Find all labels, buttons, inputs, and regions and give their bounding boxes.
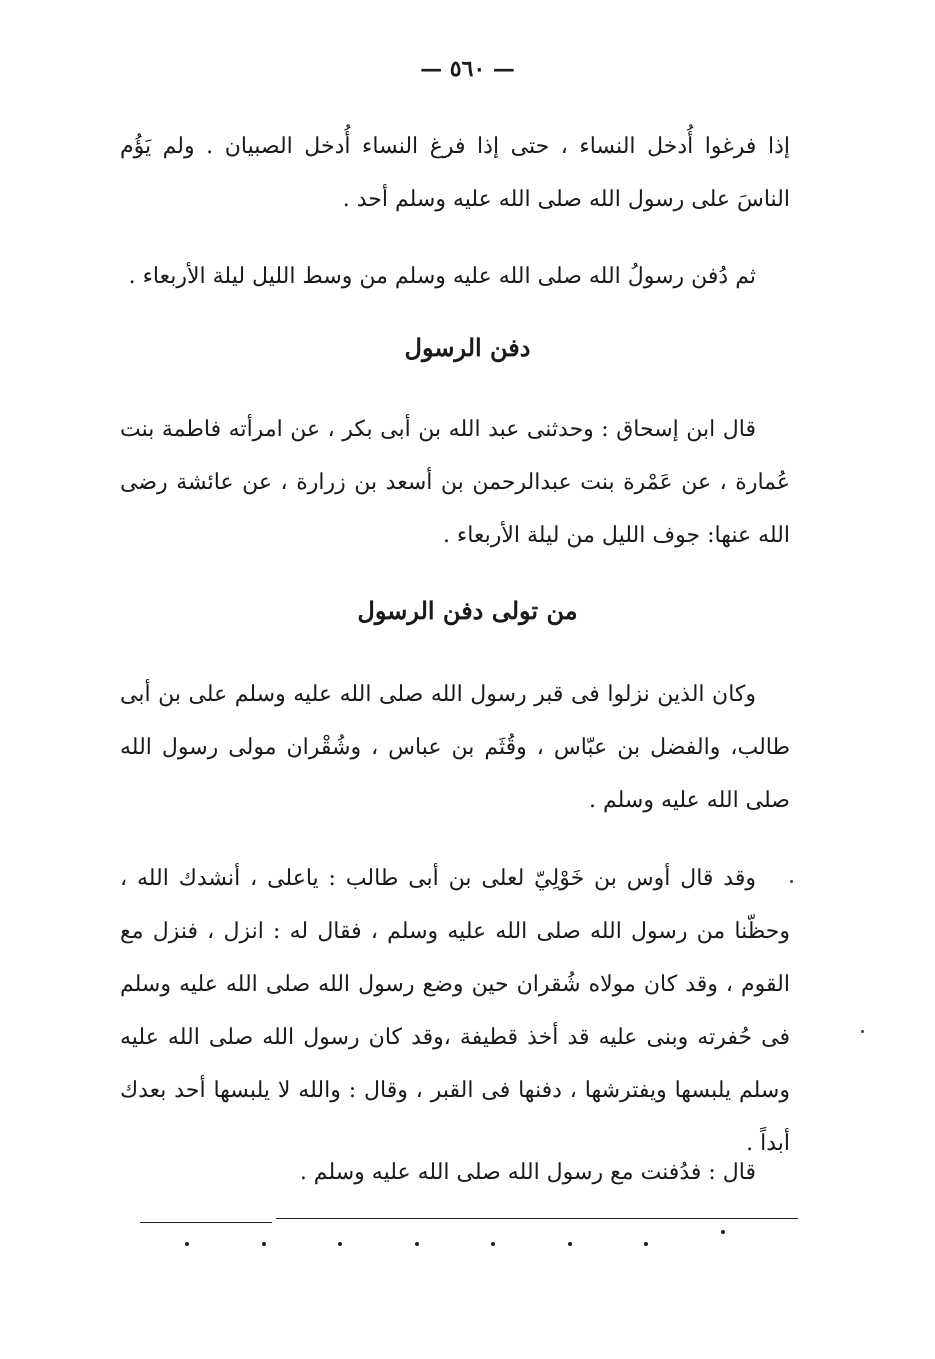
paragraph-text: ثم دُفن رسولُ الله صلى الله عليه وسلم من وسط الليل ليلة الأربعاء . [128,264,756,289]
heading-who-buried: من تولى دفن الرسول [357,596,578,625]
footer-dot [721,1230,725,1234]
heading-burial: دفن الرسول [404,333,531,362]
paragraph-text: إذا فرغوا أُدخل النساء ، حتى إذا فرغ النساء أُدخل الصبيان . ولم يَؤُم الناسَ على رسول الله صلى الله عليه وسلم أحد . [120,134,790,212]
paragraph-1 [120,120,790,226]
paragraph-3 [120,403,790,562]
paragraph-text: قال : فدُفنت مع رسول الله صلى الله عليه وسلم . [299,1160,756,1185]
footer-dot [415,1242,419,1246]
footer-dot [568,1242,572,1246]
paragraph-2 [120,250,790,303]
footer-dot [338,1242,342,1246]
paragraph-5 [120,852,790,1170]
scan-speck [790,880,793,883]
footer-dot [185,1242,189,1246]
footer-dot [491,1242,495,1246]
paragraph-4 [120,668,790,827]
footer-dot [262,1242,266,1246]
footer-rule-short [140,1222,272,1223]
page-number: — ٥٦٠ — [420,56,515,82]
footer-rule-long [276,1218,798,1219]
footer-dot-row [185,1242,725,1246]
paragraph-text: وقد قال أوس بن خَوْلِيّ لعلى بن أبى طالب : ياعلى ، أنشدك الله ، وحظّنا من رسول الله صلى الله عليه وسلم ، فقال له : انزل ، فنزل مع القوم ، وقد كان مولاه شُقران حين وضع رسول الله صلى الله عليه وسلم فى حُفرته وبنى عليه قد أخذ قطيفة ،وقد كان رسول الله صلى الله عليه وسلم يلبسها ويفترشها ، دفنها فى القبر ، وقال : والله لا يلبسها أحد بعدك أبداً . [120,866,790,1156]
footer-dot [644,1242,648,1246]
paragraph-text: قال ابن إسحاق : وحدثنى عبد الله بن أبى بكر ، عن امرأته فاطمة بنت عُمارة ، عن عَمْرة بنت عبدالرحمن بن أسعد بن زرارة ، عن عائشة رضى الله عنها: جوف الليل من ليلة الأربعاء . [120,417,790,548]
paragraph-6 [120,1146,790,1199]
scan-speck [861,1030,864,1033]
paragraph-text: وكان الذين نزلوا فى قبر رسول الله صلى الله عليه وسلم على بن أبى طالب، والفضل بن عبّاس ، وقُثَم بن عباس ، وشُقْران مولى رسول الله صلى الله عليه وسلم . [120,682,790,813]
